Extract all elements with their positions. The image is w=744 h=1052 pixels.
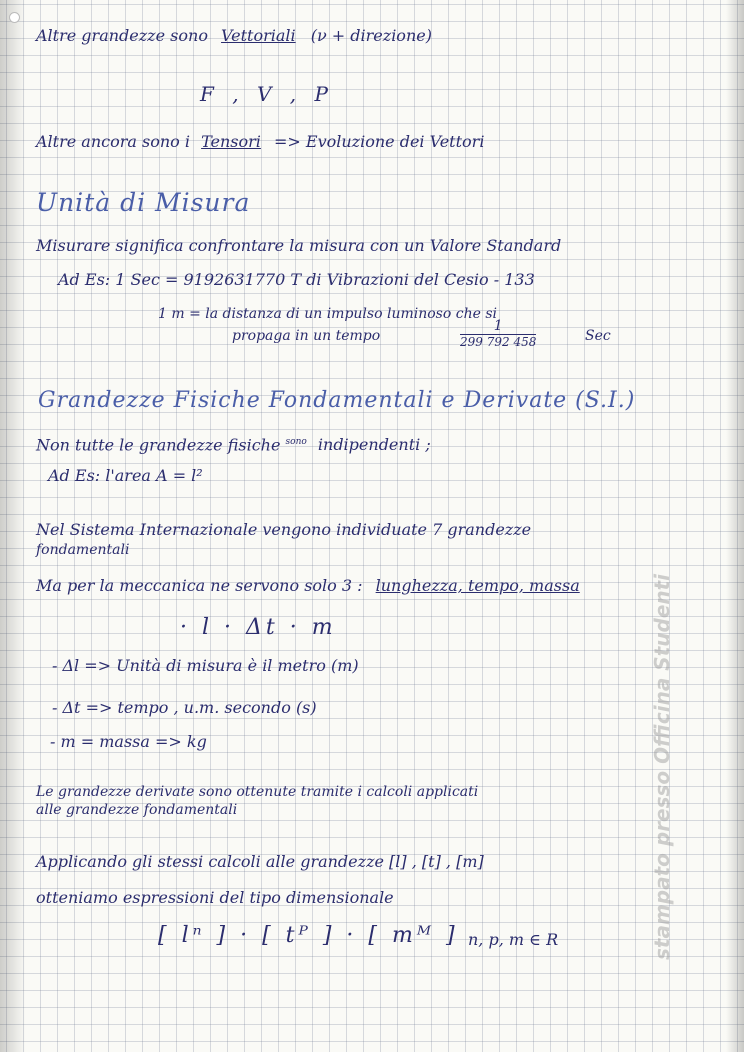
line-symbols: · l · Δt · m bbox=[180, 615, 337, 640]
line-derived: Le grandezze derivate sono ottenute tramite i calcoli applicati bbox=[36, 784, 479, 800]
line-second-definition: Ad Es: 1 Sec = 9192631770 T di Vibrazioni del Cesio - 133 bbox=[58, 270, 535, 289]
line-mass-unit: - m = massa => kg bbox=[50, 732, 207, 751]
heading-quantities: Grandezze Fisiche Fondamentali e Derivate (S.I.) bbox=[38, 388, 636, 413]
line-vector-quantities bbox=[36, 26, 432, 46]
line-meter-time: propaga in un tempo bbox=[232, 328, 381, 344]
text-segment: (ν + direzione) bbox=[310, 26, 432, 45]
line-derived-2: alle grandezze fondamentali bbox=[36, 802, 238, 818]
line-length-unit: - Δl => Unità di misura è il metro (m) bbox=[52, 656, 359, 675]
text-segment: Non tutte le grandezze fisiche bbox=[36, 435, 281, 455]
text-segment: Ma per la meccanica ne servono solo 3 : bbox=[36, 576, 363, 595]
underlined-term: Tensori bbox=[201, 132, 261, 151]
text-segment: Altre grandezze sono bbox=[36, 26, 208, 45]
line-not-independent bbox=[36, 432, 431, 455]
text-segment: Altre ancora sono i bbox=[36, 132, 190, 151]
text-segment: indipendenti ; bbox=[317, 435, 431, 455]
line-dimensional: otteniamo espressioni del tipo dimensionale bbox=[36, 888, 394, 907]
fraction-numerator: 1 bbox=[460, 318, 536, 335]
fraction-denominator: 299 792 458 bbox=[460, 335, 537, 349]
line-tensors bbox=[36, 132, 484, 152]
watermark: stampato presso Officina Studenti bbox=[650, 573, 674, 960]
dimensional-formula: [ lⁿ ] · [ tᴾ ] · [ mᴹ ] bbox=[158, 923, 459, 948]
underlined-term: Vettoriali bbox=[221, 26, 296, 45]
text-segment: => Evoluzione dei Vettori bbox=[274, 132, 485, 151]
underlined-term: lunghezza, tempo, massa bbox=[375, 576, 580, 595]
line-area-example: Ad Es: l'area A = l² bbox=[48, 466, 203, 485]
line-mechanics bbox=[36, 576, 580, 596]
binding-hole bbox=[9, 12, 20, 23]
line-fundamentals: fondamentali bbox=[36, 542, 130, 558]
page-right-shadow bbox=[726, 0, 744, 1052]
line-si-system: Nel Sistema Internazionale vengono individuate 7 grandezze bbox=[36, 520, 532, 539]
exponent-condition: n, p, m ∈ R bbox=[468, 930, 559, 949]
heading-units: Unità di Misura bbox=[36, 188, 251, 217]
line-applying: Applicando gli stessi calcoli alle grandezze [l] , [t] , [m] bbox=[36, 852, 484, 871]
fraction bbox=[460, 318, 536, 349]
line-measure-definition: Misurare significa confrontare la misura con un Valore Standard bbox=[36, 236, 562, 255]
unit-sec: Sec bbox=[585, 328, 611, 344]
vector-symbols: F , V , P bbox=[200, 82, 334, 106]
page-left-shadow bbox=[0, 0, 26, 1052]
line-time-unit: - Δt => tempo , u.m. secondo (s) bbox=[52, 698, 317, 717]
line-meter-definition: 1 m = la distanza di un impulso luminoso che si bbox=[158, 306, 497, 322]
superscript-note: sono bbox=[285, 437, 307, 447]
